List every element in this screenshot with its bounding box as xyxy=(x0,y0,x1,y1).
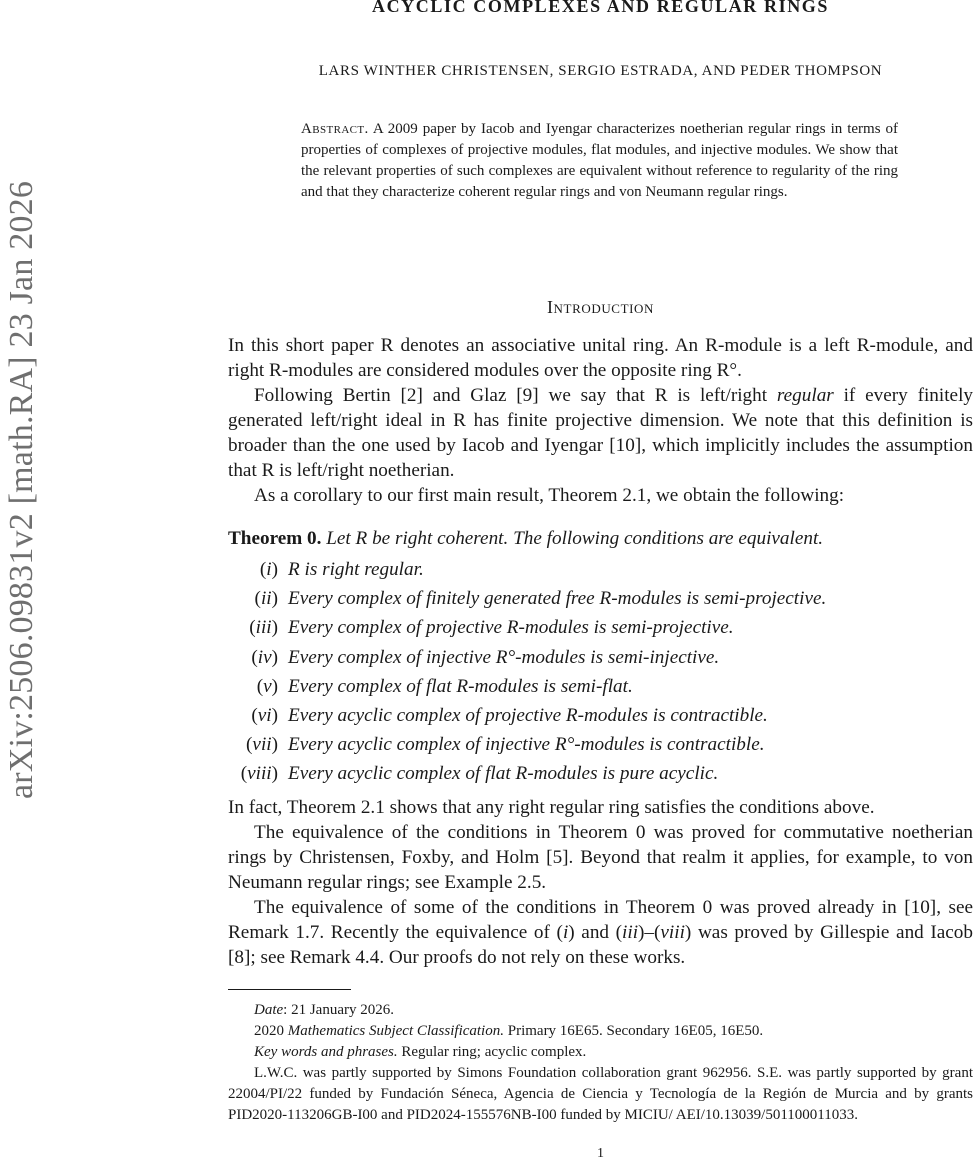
arxiv-identifier: arXiv:2506.09831v2 [math.RA] 23 Jan 2026 xyxy=(3,180,41,800)
abstract-block xyxy=(301,119,898,203)
condition-label: (v) xyxy=(256,675,278,697)
theorem-text: Let R be right coherent. The following conditions are equivalent. xyxy=(326,528,824,549)
condition-item xyxy=(228,613,973,642)
condition-item xyxy=(228,730,973,759)
abstract-label: Abstract. xyxy=(301,121,369,137)
footnotes xyxy=(228,1000,973,1126)
theorem-head: Theorem 0. xyxy=(228,528,322,549)
condition-text: R is right regular. xyxy=(288,559,424,580)
arxiv-sidebar xyxy=(0,40,44,940)
condition-label: (vii) xyxy=(246,734,278,756)
condition-label: (viii) xyxy=(240,763,278,785)
condition-label: (iv) xyxy=(251,646,278,668)
paragraph-3: As a corollary to our first main result, Theorem 2.1, we obtain the following: xyxy=(254,485,845,506)
paragraph-2 xyxy=(228,383,973,483)
condition-item xyxy=(228,643,973,672)
section-title-introduction: Introduction xyxy=(546,297,655,317)
condition-text: Every complex of flat R-modules is semi-flat. xyxy=(288,675,633,697)
paragraph-6: The equivalence of some of the conditions in Theorem 0 was proved already in [10], see Remark 1.7. Recently the equivalence of (i) and (iii)–(viii) was proved by Gillespie and Iacob [8]; see Remark 4.4. Our proofs do not rely on these works. xyxy=(228,896,973,968)
paper-authors: LARS WINTHER CHRISTENSEN, SERGIO ESTRADA, AND PEDER THOMPSON xyxy=(318,63,883,79)
condition-label: (ii) xyxy=(254,588,278,610)
condition-label: (vi) xyxy=(251,704,278,726)
condition-text: Every acyclic complex of injective R°-modules is contractible. xyxy=(288,734,765,756)
paragraph-2-start: Following Bertin [2] and Glaz [9] we say that R is left/right xyxy=(254,385,777,406)
page-number: 1 xyxy=(597,1146,604,1161)
paragraph-5: The equivalence of the conditions in Theorem 0 was proved for commutative noetherian rings by Christensen, Foxby, and Holm [5]. Beyond that realm it applies, for example, to von Neumann regular rings; see Example 2.5. xyxy=(228,821,973,893)
condition-text: Every complex of projective R-modules is semi-projective. xyxy=(288,617,734,639)
condition-text: Every complex of injective R°-modules is semi-injective. xyxy=(288,646,720,668)
paragraph-4: In fact, Theorem 2.1 shows that any right regular ring satisfies the conditions above. xyxy=(228,796,875,818)
theorem-statement xyxy=(228,526,973,551)
condition-item xyxy=(228,759,973,788)
footnote-divider xyxy=(228,989,351,990)
condition-item xyxy=(228,555,973,584)
theorem-conditions xyxy=(228,555,973,789)
footnote-date: Date: 21 January 2026. xyxy=(254,1002,394,1018)
condition-text: Every acyclic complex of projective R-modules is contractible. xyxy=(288,704,768,726)
condition-label: (iii) xyxy=(249,617,278,639)
paragraph-2-end: if every finitely generated left/right ideal in R has finite projective dimension. We note that this definition is broader than the one used by Iacob and Iyengar [10], which implicitly includes the assumption that R is left/right noetherian. xyxy=(228,385,973,481)
main-body xyxy=(228,333,973,970)
footnote-keywords: Key words and phrases. Regular ring; acyclic complex. xyxy=(254,1044,587,1060)
abstract-text: A 2009 paper by Iacob and Iyengar characterizes noetherian regular rings in terms of properties of complexes of projective modules, flat modules, and injective modules. We show that the relevant properties of such complexes are equivalent without reference to regularity of the ring and that they characterize coherent regular rings and von Neumann regular rings. xyxy=(301,121,898,200)
condition-text: Every complex of finitely generated free R-modules is semi-projective. xyxy=(288,588,827,610)
condition-item xyxy=(228,584,973,613)
condition-label: (i) xyxy=(259,559,278,580)
condition-item xyxy=(228,672,973,701)
paper-title: ACYCLIC COMPLEXES AND REGULAR RINGS xyxy=(371,0,830,16)
condition-item xyxy=(228,701,973,730)
footnote-msc: 2020 Mathematics Subject Classification. Primary 16E65. Secondary 16E05, 16E50. xyxy=(254,1023,764,1039)
condition-text: Every acyclic complex of flat R-modules is pure acyclic. xyxy=(288,763,719,785)
paragraph-2-emphasis: regular xyxy=(776,385,834,406)
paragraph-1: In this short paper R denotes an associative unital ring. An R-module is a left R-module, and right R-modules are considered modules over the opposite ring R°. xyxy=(228,335,973,381)
footnote-funding: L.W.C. was partly supported by Simons Foundation collaboration grant 962956. S.E. was partly supported by grant 22004/PI/22 funded by Fundación Séneca, Agencia de Ciencia y Tecnología de la Región de Murcia and by grants PID2020-113206GB-I00 and PID2024-155576NB-I00 funded by MICIU/ AEI/10.13039/501100011033. xyxy=(228,1065,973,1123)
